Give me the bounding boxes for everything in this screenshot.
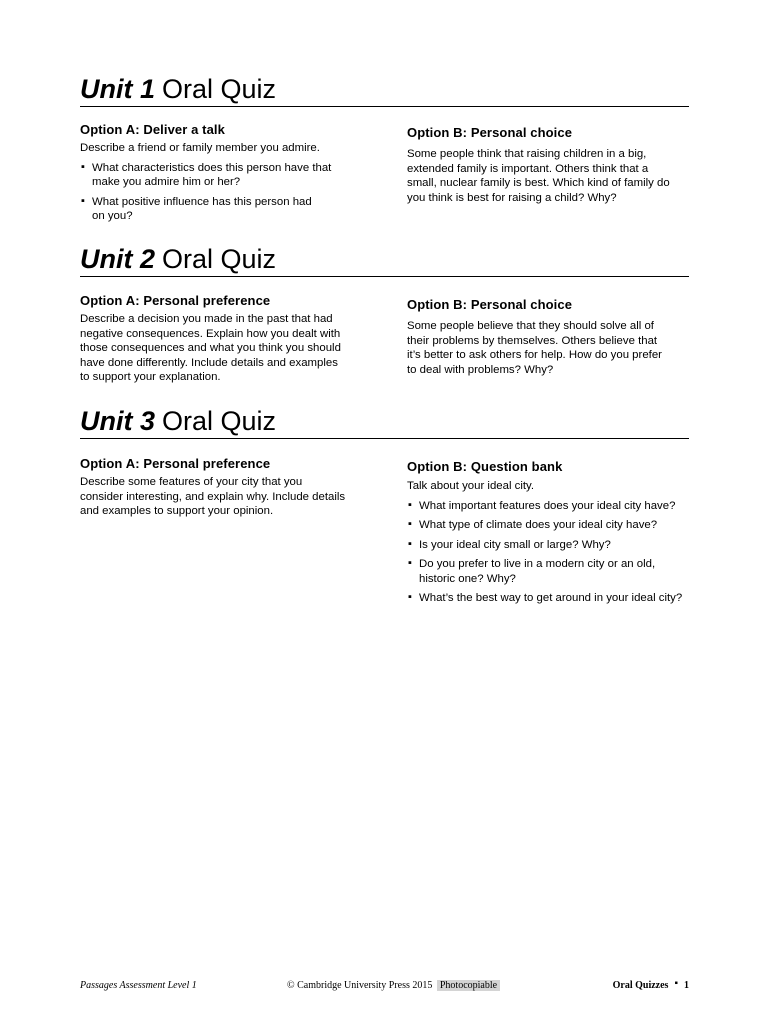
- bullet-item: [407, 591, 692, 606]
- copyright-text: © Cambridge University Press 2015: [287, 980, 433, 991]
- text-line: to deal with problems? Why?: [407, 363, 554, 376]
- text-line: their problems by themselves. Others believe that: [407, 334, 658, 347]
- bullet-icon: ▪: [81, 160, 85, 173]
- unit-2-title: [80, 242, 689, 276]
- text-line: to support your explanation.: [80, 371, 221, 383]
- option-a-text: [80, 312, 365, 385]
- text-line: Some people think that raising children in a big,: [407, 148, 647, 160]
- section-label: Oral Quizzes: [612, 980, 669, 991]
- option-b-heading: Option B: Question bank: [407, 459, 563, 474]
- option-a-column: [80, 122, 365, 224]
- text-line: Some people believe that they should solve all of: [407, 320, 654, 332]
- text-line: extended family is important. Others think that a: [407, 162, 649, 175]
- bullet-icon: ▪: [408, 518, 412, 530]
- page-footer: [80, 980, 689, 996]
- option-a-heading: Option A: Personal preference: [80, 293, 271, 308]
- bullet-icon: ▪: [408, 591, 412, 603]
- bullet-item: [80, 161, 365, 190]
- bullet-line: What characteristics does this person have that: [92, 161, 332, 174]
- option-b-heading: Option B: Personal choice: [407, 297, 573, 312]
- bullet-icon: ▪: [81, 194, 85, 207]
- text-line: negative consequences. Explain how you dealt with: [80, 327, 341, 340]
- bullet-item: [407, 518, 692, 533]
- footer-book-title: Passages Assessment Level 1: [80, 980, 197, 991]
- option-b-heading: Option B: Personal choice: [407, 125, 573, 140]
- bullet-line: Do you prefer to live in a modern city or an old,: [419, 558, 656, 570]
- title-rule: [80, 106, 689, 107]
- bullet-item: [407, 499, 692, 514]
- separator-icon: ▪: [674, 978, 678, 989]
- option-a-column: [80, 293, 365, 385]
- option-a-heading: Option A: Deliver a talk: [80, 122, 225, 137]
- unit-1-title: [80, 72, 689, 106]
- title-text: Oral Quiz: [162, 74, 277, 104]
- option-b-bullets: [407, 499, 692, 606]
- bullet-icon: ▪: [408, 537, 412, 550]
- photocopiable-badge: Photocopiable: [437, 980, 500, 991]
- option-a-text: [80, 475, 365, 519]
- unit-2-section: [80, 242, 689, 383]
- footer-section: [613, 980, 689, 991]
- bullet-line: What important features does your ideal city have?: [419, 499, 676, 512]
- title-rule: [80, 438, 689, 439]
- option-a-intro: Describe a friend or family member you admire.: [80, 142, 320, 154]
- bullet-icon: ▪: [408, 498, 412, 511]
- option-a-bullets: [80, 161, 365, 224]
- text-line: Describe a decision you made in the past that had: [80, 313, 333, 325]
- text-line: you think is best for raising a child? Why?: [407, 191, 617, 204]
- bullet-line: historic one? Why?: [419, 572, 516, 585]
- unit-3-title: [80, 404, 689, 438]
- option-b-column: [407, 297, 692, 377]
- text-line: those consequences and what you think you should: [80, 342, 341, 354]
- text-line: small, nuclear family is best. Which kind of family do: [407, 177, 670, 189]
- title-rule: [80, 276, 689, 277]
- unit-1-section: [80, 72, 689, 222]
- unit-label: Unit 3: [80, 406, 156, 436]
- unit-3-section: [80, 404, 689, 604]
- option-b-intro: Talk about your ideal city.: [407, 480, 535, 492]
- text-line: it’s better to ask others for help. How do you prefer: [407, 349, 662, 361]
- option-b-text: [407, 147, 692, 205]
- bullet-line: What positive influence has this person had: [92, 195, 312, 208]
- option-a-column: [80, 456, 365, 519]
- unit-label: Unit 2: [80, 244, 156, 274]
- text-line: and examples to support your opinion.: [80, 505, 274, 517]
- option-a-heading: Option A: Personal preference: [80, 456, 271, 471]
- option-b-column: [407, 125, 692, 205]
- bullet-line: on you?: [92, 210, 133, 222]
- bullet-line: make you admire him or her?: [92, 176, 241, 188]
- text-line: Describe some features of your city that you: [80, 476, 303, 488]
- bullet-item: [80, 195, 365, 224]
- unit-label: Unit 1: [80, 74, 156, 104]
- title-text: Oral Quiz: [162, 406, 277, 436]
- title-text: Oral Quiz: [162, 244, 277, 274]
- page-number: 1: [684, 980, 689, 991]
- option-b-column: [407, 459, 692, 606]
- option-b-text: [407, 319, 692, 377]
- text-line: have done differently. Include details and examples: [80, 356, 338, 369]
- bullet-line: What type of climate does your ideal city have?: [419, 519, 658, 531]
- text-line: consider interesting, and explain why. Include details: [80, 490, 346, 503]
- bullet-item: [407, 538, 692, 553]
- bullet-line: Is your ideal city small or large? Why?: [419, 538, 611, 551]
- bullet-item: [407, 557, 692, 586]
- bullet-icon: ▪: [408, 557, 412, 569]
- bullet-line: What’s the best way to get around in your ideal city?: [419, 592, 683, 604]
- footer-copyright: [287, 980, 500, 991]
